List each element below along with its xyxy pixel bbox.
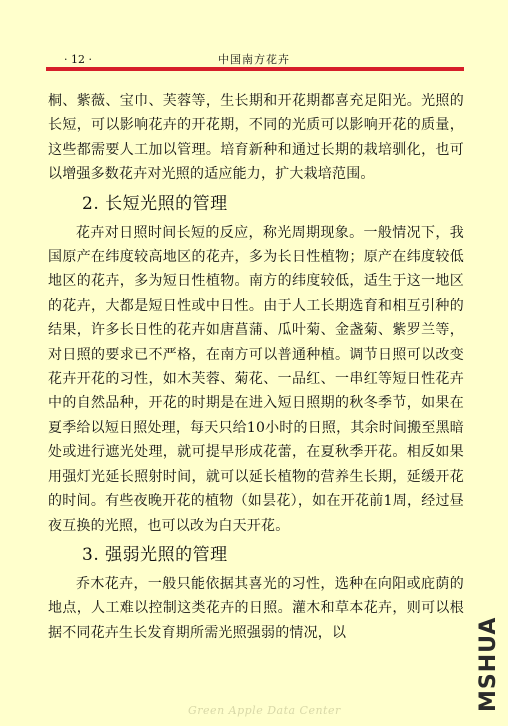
header-rule [46, 67, 464, 71]
running-header [48, 53, 464, 67]
page-body [48, 89, 464, 645]
footer-watermark: Green Apple Data Center [188, 704, 341, 717]
section-heading-3: 3. 强弱光照的管理 [82, 544, 228, 565]
page-number: · 12 · [64, 53, 92, 66]
paragraph-2: 花卉对日照时间长短的反应，称光周期现象。一般情况下，我国原产在纬度较高地区的花卉，多为长日性植物；原产在纬度较低地区的花卉，多为短日性植物。南方的纬度较低，适生于这一地区的花卉，大都是短日性或中日性。由于人工长期选育和相互引种的结果，许多长日性的花卉如唐菖蒲、瓜叶菊、金盏菊、紫罗兰等，对日照的要求已不严格，在南方可以普通种植。调节日照可以改变花卉开花的习性，如木芙蓉、菊花、一品红、一串红等短日性花卉中的自然品种，开花的时期是在进入短日照期的秋冬季节，如果在夏季给以短日照处理，每天只给10小时的日照，其余时间搬至黑暗处或进行遮光处理，就可提早形成花蕾，在夏秋季开花。相反如果用强灯光延长照射时间，就可以延长植物的营养生长期，延缓开花的时间。有些夜晚开花的植物（如昙花），如在开花前1周，经过昼夜互换的光照，也可以改为白天开花。 [48, 224, 464, 534]
paragraph-3: 乔木花卉，一般只能依据其喜光的习性，选种在向阳或庇荫的地点，人工难以控制这类花卉的日照。灌木和草本花卉，则可以根据不同花卉生长发育期所需光照强弱的情况，以 [48, 575, 464, 641]
paragraph-1: 桐、紫薇、宝巾、芙蓉等，生长期和开花期都喜充足阳光。光照的长短，可以影响花卉的开花期，不同的光质可以影响开花的质量，这些都需要人工加以管理。培育新种和通过长期的栽培驯化，也可以增强多数花卉对光照的适应能力，扩大栽培范围。 [48, 93, 464, 183]
book-title: 中国南方花卉 [218, 53, 290, 66]
side-watermark: MSHUA [476, 616, 501, 712]
section-heading-2: 2. 长短光照的管理 [82, 193, 228, 214]
